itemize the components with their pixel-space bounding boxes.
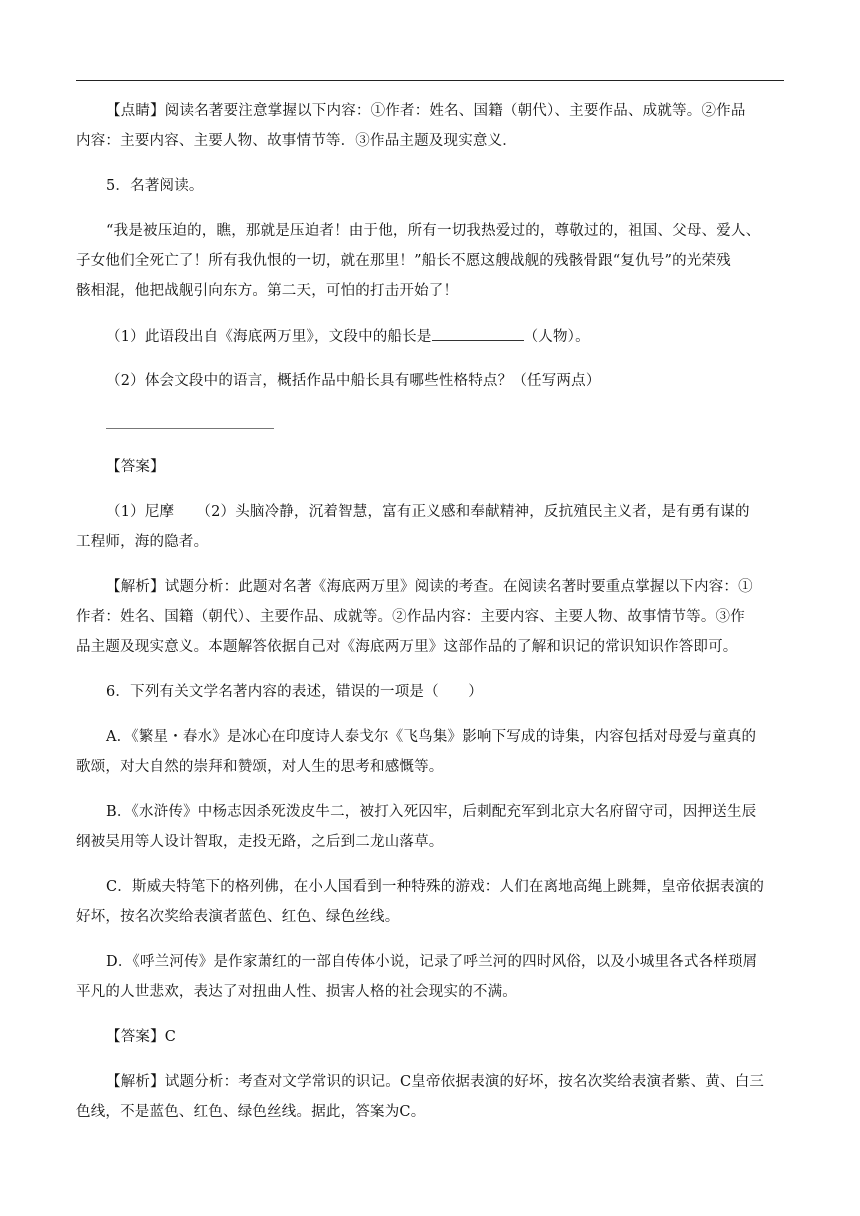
answer-6-heading: 【答案】C <box>106 1029 177 1045</box>
option-a-line-2: 歌颂，对大自然的崇拜和赞颂，对人生的思考和感慨等。 <box>76 759 444 775</box>
option-c-line-1: C．斯威夫特笔下的格列佛，在小人国看到一种特殊的游戏：人们在离地高绳上跳舞，皇帝依据表演的 <box>106 879 765 895</box>
analysis-line-1: 【解析】试题分析：此题对名著《海底两万里》阅读的考查。在阅读名著时要重点掌握以下内容：① <box>106 579 753 595</box>
question-5-part-1-suffix: （人物）。 <box>523 329 590 345</box>
option-b-line-2: 纲被吴用等人设计智取，走投无路，之后到二龙山落草。 <box>76 834 444 850</box>
question-5-part-1-text: （1）此语段出自《海底两万里》，文段中的船长是 <box>106 329 432 345</box>
analysis-line-2: 作者：姓名、国籍（朝代）、主要作品、成就等。②作品内容：主要内容、主要人物、故事情节等。③作 <box>76 609 745 625</box>
answer-line-1: （1）尼摩 （2）头脑冷静，沉着智慧，富有正义感和奉献精神，反抗殖民主义者，是有勇有谋的 <box>106 504 750 520</box>
option-b-line-1: B．《水浒传》中杨志因杀死泼皮牛二，被打入死囚牢，后刺配充军到北京大名府留守司，因押送生辰 <box>106 804 757 820</box>
question-6-title: 6．下列有关文学名著内容的表述，错误的一项是（ ） <box>106 684 483 700</box>
passage-line-1: “我是被压迫的，瞧，那就是压迫者！由于他，所有一切我热爱过的，尊敬过的，祖国、父母、爱人、 <box>106 223 761 239</box>
tip-line-1: 【点睛】阅读名著要注意掌握以下内容：①作者：姓名、国籍（朝代）、主要作品、成就等。②作品 <box>106 103 746 119</box>
question-5-part-1 <box>106 326 786 347</box>
option-d-line-1: D．《呼兰河传》是作家萧红的一部自传体小说，记录了呼兰河的四时风俗，以及小城里各式各样琐屑 <box>106 954 758 970</box>
analysis-6-line-1: 【解析】试题分析：考查对文学常识的识记。C皇帝依据表演的好坏，按名次奖给表演者紫、黄、白三 <box>106 1074 765 1090</box>
answer-heading: 【答案】 <box>106 459 165 475</box>
tip-line-2: 内容：主要内容、主要人物、故事情节等．③作品主题及现实意义． <box>76 133 517 149</box>
passage-line-3: 骸相混，他把战舰引向东方。第二天，可怕的打击开始了！ <box>76 283 459 299</box>
question-5-part-2: （2）体会文段中的语言，概括作品中船长具有哪些性格特点？（任写两点） <box>106 373 601 389</box>
option-a-line-1: A．《繁星・春水》是冰心在印度诗人泰戈尔《飞鸟集》影响下写成的诗集，内容包括对母爱与童真的 <box>106 729 757 745</box>
answer-line <box>106 428 274 429</box>
question-5-title: 5．名著阅读。 <box>106 178 204 194</box>
analysis-line-3: 品主题及现实意义。本题解答依据自己对《海底两万里》这部作品的了解和识记的常识知识作答即可。 <box>76 639 738 655</box>
header-rule <box>76 80 784 81</box>
answer-blank <box>432 326 524 341</box>
passage-line-2: 子女他们全死亡了！所有我仇恨的一切，就在那里！”船长不愿这艘战舰的残骸骨跟“复仇号”的光荣残 <box>76 253 731 269</box>
answer-line-2: 工程师，海的隐者。 <box>76 534 209 550</box>
analysis-6-line-2: 色线，不是蓝色、红色、绿色丝线。据此，答案为C。 <box>76 1104 426 1120</box>
option-d-line-2: 平凡的人世悲欢，表达了对扭曲人性、损害人格的社会现实的不满。 <box>76 984 517 1000</box>
option-c-line-2: 好坏，按名次奖给表演者蓝色、红色、绿色丝线。 <box>76 909 400 925</box>
